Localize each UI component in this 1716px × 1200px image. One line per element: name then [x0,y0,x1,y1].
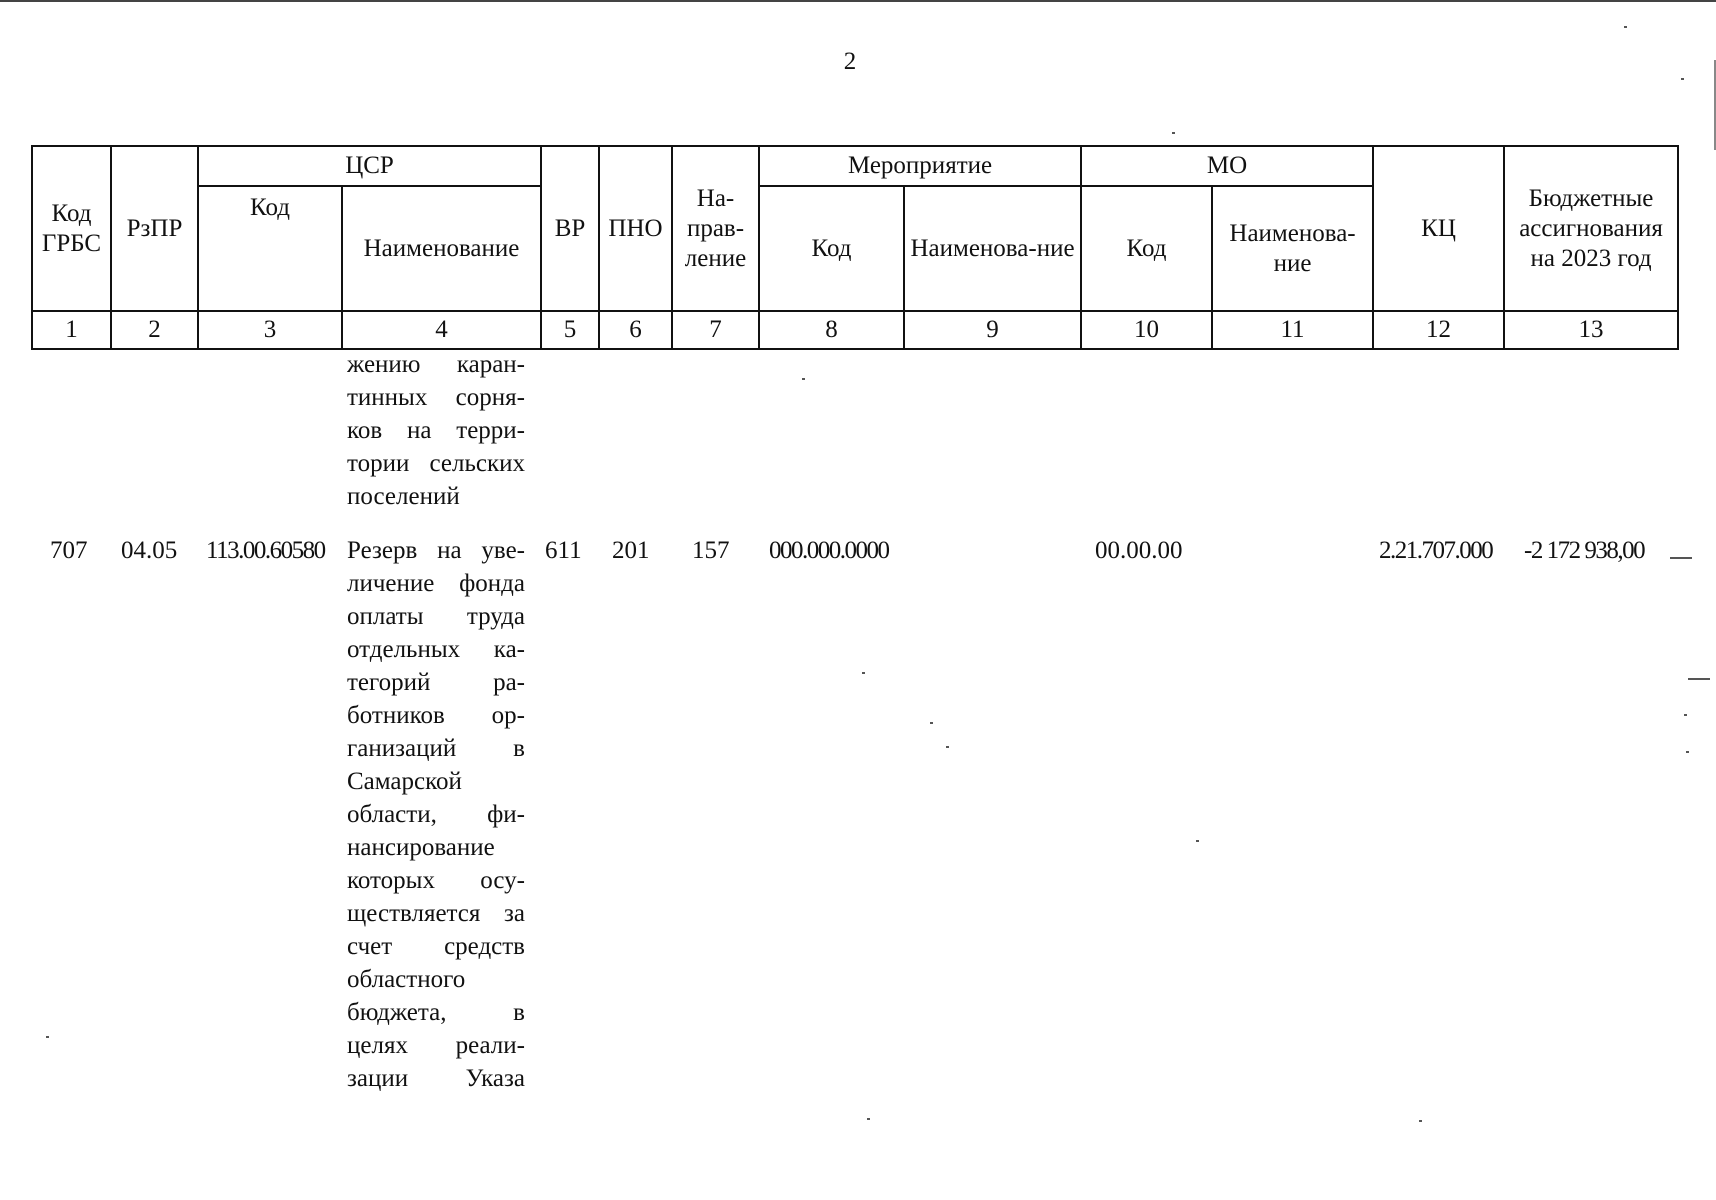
name-line: Самарской [347,768,462,795]
column-number-row [32,311,1678,349]
name-line: тории сельских [347,450,525,477]
top-rule [0,0,1716,2]
column-number: 10 [1081,311,1212,349]
scan-speck [1624,26,1627,28]
budget-table [31,145,1679,350]
row-grbs: 707 [50,537,88,564]
name-line: ществляется за [347,900,525,927]
row-kc: 2.21.707.000 [1379,537,1493,564]
header-csr-code: Код [198,186,342,311]
continued-name [347,348,525,513]
name-line: ботников ор- [347,702,525,729]
column-number: 1 [32,311,111,349]
header-vr: ВР [541,146,599,311]
scan-speck [862,672,865,674]
column-number: 7 [672,311,759,349]
name-line: тинных сорня- [347,384,525,411]
name-line: бюджета, в [347,999,525,1026]
header-kc: КЦ [1373,146,1504,311]
scan-speck [802,378,805,380]
column-number: 11 [1212,311,1373,349]
column-number: 12 [1373,311,1504,349]
header-mo: МО [1081,146,1373,186]
column-number: 8 [759,311,904,349]
name-line: ганизаций в [347,735,525,762]
scan-speck [1196,840,1199,842]
header-grbs: Код ГРБС [32,146,111,311]
row-event-code: 000.000.0000 [769,537,889,564]
scan-speck [1172,132,1175,134]
row-csr-code: 113.00.60580 [206,537,325,564]
column-number: 9 [904,311,1081,349]
column-number: 5 [541,311,599,349]
name-line: отдельных ка- [347,636,525,663]
name-line: целях реали- [347,1032,525,1059]
header-rzpr: РзПР [111,146,198,311]
row-direction: 157 [692,537,730,564]
name-line: которых осу- [347,867,525,894]
name-line: Резерв на уве- [347,537,525,564]
name-line: счет средств [347,933,525,960]
header-csr-name: Наименование [342,186,541,311]
name-line: поселений [347,483,460,510]
scan-speck [930,722,933,724]
scan-speck [1686,751,1689,753]
scan-speck [1419,1120,1422,1122]
header-event-code: Код [759,186,904,311]
row-mo-code: 00.00.00 [1095,537,1183,564]
row-name [347,534,525,1095]
name-line: жению каран- [347,351,525,378]
scan-speck [946,746,949,748]
header-pno: ПНО [599,146,672,311]
scan-speck [1681,78,1684,80]
row-pno: 201 [612,537,650,564]
page-number: 2 [843,48,857,75]
scan-speck [1670,557,1692,559]
header-csr: ЦСР [198,146,541,186]
header-allocations: Бюджетные ассигнования на 2023 год [1504,146,1678,311]
name-line: нансирование [347,834,495,861]
scan-speck [1684,714,1687,716]
scan-speck [867,1118,870,1120]
name-line: зации Указа [347,1065,525,1092]
column-number: 6 [599,311,672,349]
scan-speck [1688,678,1710,680]
header-mo-name: Наименова-ние [1212,186,1373,311]
column-number: 13 [1504,311,1678,349]
column-number: 3 [198,311,342,349]
row-amount: -2 172 938,00 [1524,537,1645,564]
header-event-name: Наименова-ние [904,186,1081,311]
header-mo-code: Код [1081,186,1212,311]
name-line: области, фи- [347,801,525,828]
header-row-top [32,146,1678,186]
name-line: личение фонда [347,570,525,597]
name-line: оплаты труда [347,603,525,630]
name-line: тегорий ра- [347,669,525,696]
row-rzpr: 04.05 [121,537,178,564]
column-number: 4 [342,311,541,349]
header-direction: На-прав-ление [672,146,759,311]
name-line: ков на терри- [347,417,525,444]
name-line: областного [347,966,466,993]
scan-speck [46,1036,49,1038]
row-vr: 611 [545,537,582,564]
header-event: Мероприятие [759,146,1081,186]
column-number: 2 [111,311,198,349]
